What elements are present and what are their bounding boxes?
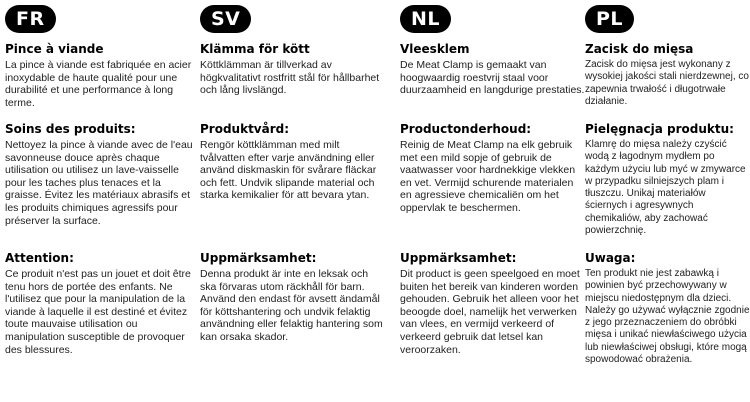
intro-section-pl xyxy=(585,42,750,108)
warning-heading-nl: Uppmärksamhet: xyxy=(400,251,517,265)
warning-text-nl: Dit product is geen speelgoed en moet buiten het bereik van kinderen worden gehouden. Gebruik het alleen voor het beoogde doel, namelijk het verwerken van vlees, en vermijd verkeerd of verkeerd gebruik dat letsel kan veroorzaken. xyxy=(400,268,580,356)
intro-section-fr xyxy=(5,42,197,109)
care-heading-fr: Soins des produits: xyxy=(5,122,136,136)
care-text-pl: Klamrę do mięsa należy czyścić wodą z łagodnym mydłem po każdym użyciu lub myć w zmywarce w przypadku silniejszych plam i tłuszczu. Unikaj materiałów ściernych i agresywnych chemikaliów, aby zachować powierzchnię. xyxy=(585,139,746,237)
warning-heading-pl: Uwaga: xyxy=(585,251,636,265)
intro-section-sv xyxy=(200,42,386,97)
intro-text-nl: De Meat Clamp is gemaakt van hoogwaardig roestvrij staal voor duurzaamheid en langdurige prestaties. xyxy=(400,59,585,97)
language-badge-nl: NL xyxy=(400,5,451,33)
product-title-pl: Zacisk do mięsa xyxy=(585,42,694,56)
intro-text-sv: Köttklämman är tillverkad av högkvalitativt rostfritt stål för hållbarhet och lång livslängd. xyxy=(200,59,380,97)
warning-text-pl: Ten produkt nie jest zabawką i powinien być przechowywany w miejscu niedostępnym dla dzieci. Należy go używać wyłącznie zgodnie z jego przeznaczeniem do obróbki mięsa i unikać niewłaściwego użycia lub niewłaściwej obsługi, które mogą spowodować obrażenia. xyxy=(585,268,750,366)
care-section-nl xyxy=(400,122,586,215)
intro-section-nl xyxy=(400,42,586,97)
care-heading-sv: Produktvård: xyxy=(200,122,290,136)
intro-text-fr: La pince à viande est fabriquée en acier inoxydable de haute qualité pour une durabilité et une performance à long terme. xyxy=(5,59,192,109)
warning-section-sv xyxy=(200,251,386,344)
language-badge-sv: SV xyxy=(200,5,251,33)
care-section-fr xyxy=(5,122,197,227)
care-heading-pl: Pielęgnacja produktu: xyxy=(585,122,734,136)
product-title-nl: Vleesklem xyxy=(400,42,470,56)
warning-heading-fr: Attention: xyxy=(5,251,74,265)
warning-section-nl xyxy=(400,251,586,356)
care-text-fr: Nettoyez la pince à viande avec de l'eau savonneuse douce après chaque utilisation ou utilisez un lave-vaisselle pour les taches plus tenaces et la graisse. Évitez les matériaux abrasifs et les produits chimiques agressifs pour préserver la surface. xyxy=(5,139,193,227)
product-title-fr: Pince à viande xyxy=(5,42,104,56)
warning-text-sv: Denna produkt är inte en leksak och ska förvaras utom räckhåll för barn. Använd den endast för avsett ändamål för köttshantering och undvik felaktig användning eller felaktig hantering som kan orsaka skador. xyxy=(200,268,383,343)
intro-text-pl: Zacisk do mięsa jest wykonany z wysokiej jakości stali nierdzewnej, co zapewnia trwałość i długotrwałe działanie. xyxy=(585,59,749,107)
warning-section-fr xyxy=(5,251,197,356)
care-section-pl xyxy=(585,122,750,237)
warning-section-pl xyxy=(585,251,750,366)
care-text-nl: Reinig de Meat Clamp na elk gebruik met een mild sopje of gebruik de vaatwasser voor hardnekkige vlekken en vet. Vermijd schurende materialen en agressieve chemicaliën om het oppervlak te beschermen. xyxy=(400,139,576,214)
care-section-sv xyxy=(200,122,386,202)
care-heading-nl: Productonderhoud: xyxy=(400,122,532,136)
care-text-sv: Rengör köttklämman med milt tvålvatten efter varje användning eller använd diskmaskin för svårare fläckar och fett. Undvik slipande material och starka kemikalier för att bevara ytan. xyxy=(200,139,377,202)
product-title-sv: Klämma för kött xyxy=(200,42,310,56)
language-badge-fr: FR xyxy=(5,5,56,33)
warning-heading-sv: Uppmärksamhet: xyxy=(200,251,317,265)
language-badge-pl: PL xyxy=(585,5,634,33)
warning-text-fr: Ce produit n'est pas un jouet et doit être tenu hors de portée des enfants. Ne l'utilisez que pour la manipulation de la viande à laquelle il est destiné et évitez toute mauvaise utilisation ou manipulation susceptible de provoquer des blessures. xyxy=(5,268,191,356)
